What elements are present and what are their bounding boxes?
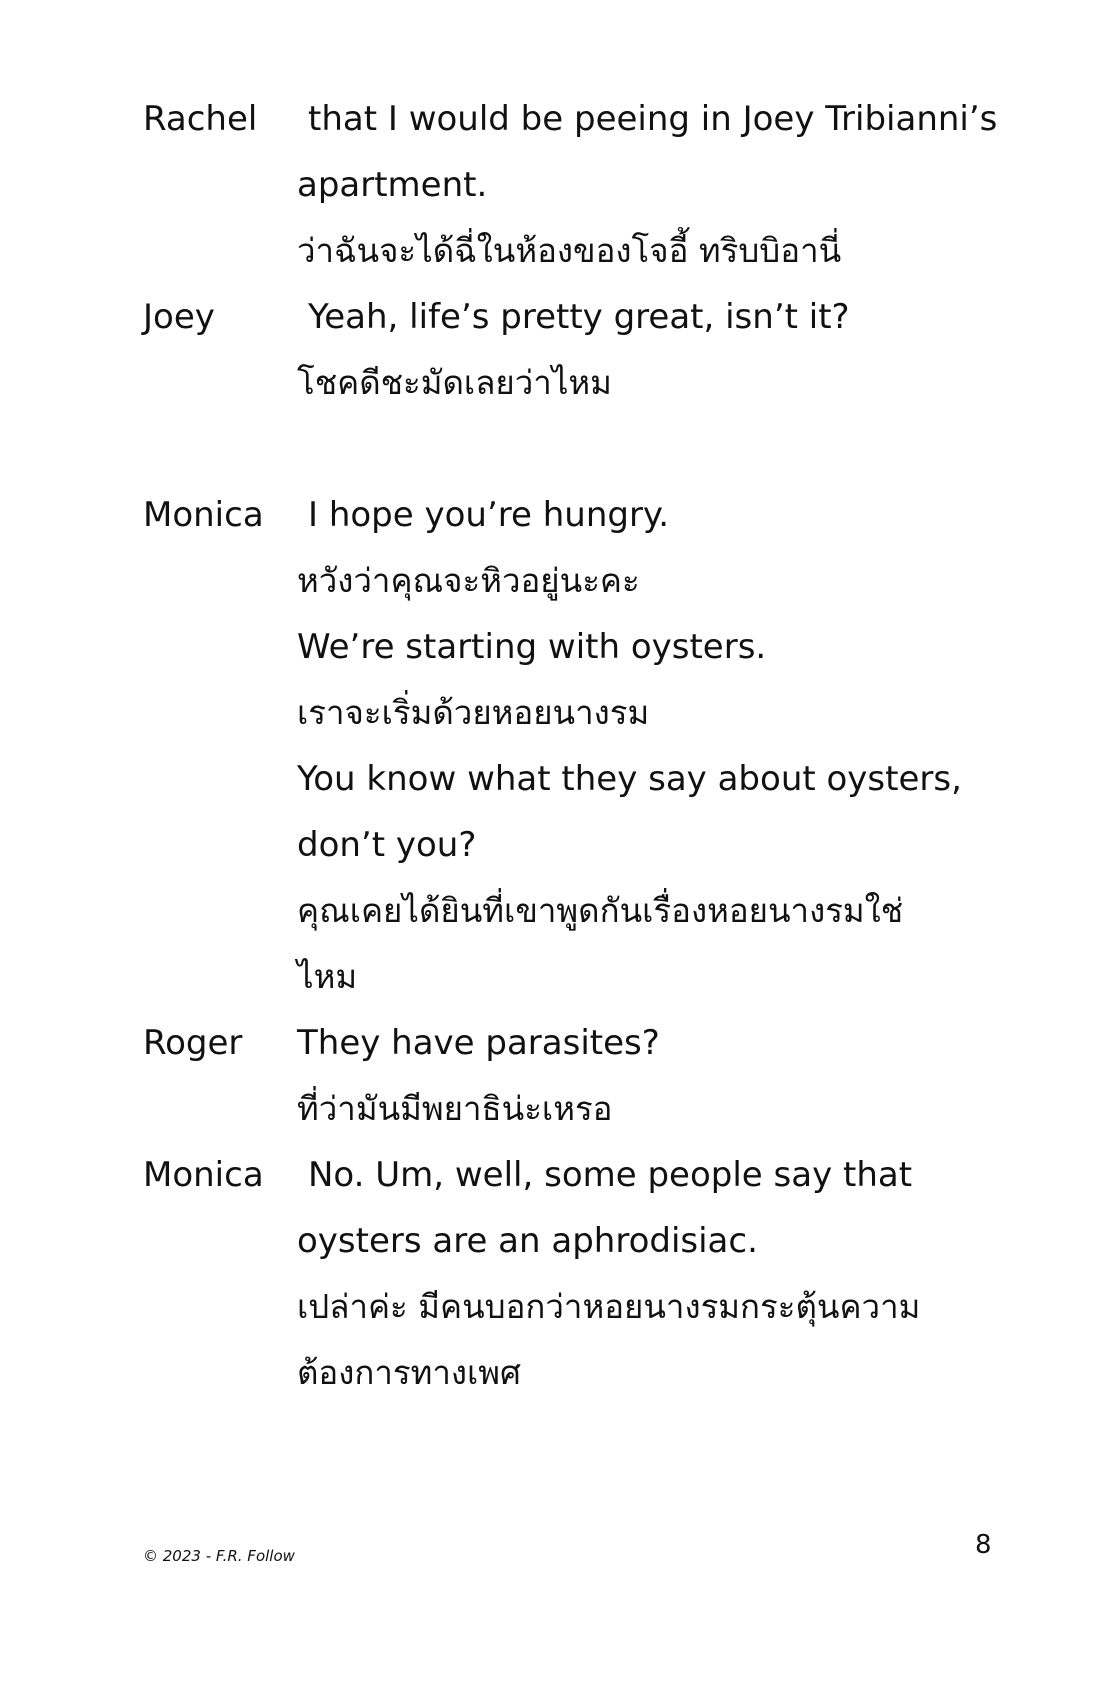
dialogue-line-english: No. Um, well, some people say that <box>308 1155 913 1195</box>
copyright-notice: © 2023 - F.R. Follow <box>143 1547 295 1565</box>
dialogue-line-english: They have parasites? <box>297 1023 660 1063</box>
speaker-name: Roger <box>143 1023 243 1063</box>
page-number: 8 <box>975 1530 992 1560</box>
dialogue-line-thai: ว่าฉันจะได้ฉี่ในห้องของโจอี้ ทริบบิอานี่ <box>297 231 842 270</box>
dialogue-line-thai: คุณเคยได้ยินที่เขาพูดกันเรื่องหอยนางรมใช่ <box>297 891 904 930</box>
dialogue-line-thai: ที่ว่ามันมีพยาธิน่ะเหรอ <box>297 1089 613 1128</box>
speaker-name: Joey <box>143 297 215 337</box>
speaker-name: Rachel <box>143 99 258 139</box>
dialogue-line-english: that I would be peeing in Joey Tribianni’s <box>308 99 998 139</box>
dialogue-line-thai: เปล่าค่ะ มีคนบอกว่าหอยนางรมกระตุ้นความ <box>297 1287 921 1326</box>
dialogue-line-thai: เราจะเริ่มด้วยหอยนางรม <box>297 693 650 732</box>
dialogue-lines <box>297 1142 1017 1406</box>
dialogue-lines <box>297 86 1017 284</box>
speaker-name: Monica <box>143 495 264 535</box>
dialogue-line-english: I hope you’re hungry. <box>308 495 670 535</box>
dialogue-lines <box>297 482 1017 1010</box>
dialogue-lines <box>297 1010 1017 1142</box>
dialogue-line-thai: ไหม <box>297 957 358 996</box>
dialogue-line-thai: หวังว่าคุณจะหิวอยู่นะคะ <box>297 561 640 600</box>
dialogue-line-english: Yeah, life’s pretty great, isn’t it? <box>308 297 850 337</box>
dialogue-line-english: apartment. <box>297 165 488 205</box>
dialogue-line-thai: โชคดีชะมัดเลยว่าไหม <box>297 363 612 402</box>
dialogue-line-english: don’t you? <box>297 825 477 865</box>
speaker-name: Monica <box>143 1155 264 1195</box>
dialogue-line-thai: ต้องการทางเพศ <box>297 1353 521 1392</box>
dialogue-line-english: We’re starting with oysters. <box>297 627 767 667</box>
dialogue-lines <box>297 284 1017 416</box>
dialogue-line-english: oysters are an aphrodisiac. <box>297 1221 758 1261</box>
dialogue-line-english: You know what they say about oysters, <box>297 759 962 799</box>
